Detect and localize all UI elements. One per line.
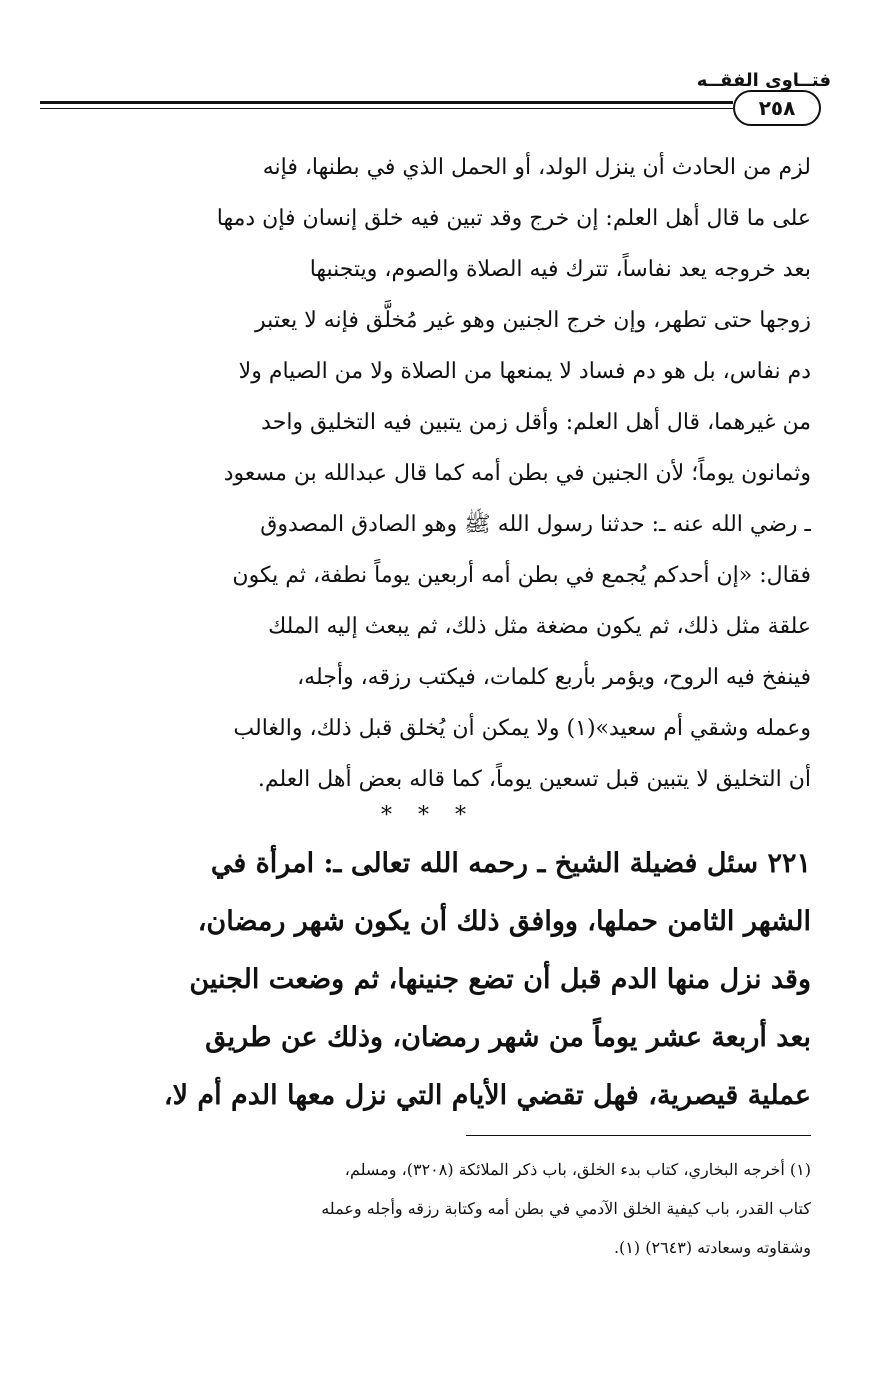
text-line: وثمانون يوماً؛ لأن الجنين في بطن أمه كما قال عبدالله بن مسعود	[223, 461, 811, 486]
question-line: بعد أربعة عشر يوماً من شهر رمضان، وذلك عن طريق	[205, 1022, 811, 1053]
text-line: علقة مثل ذلك، ثم يكون مضغة مثل ذلك، ثم يبعث إليه الملك	[268, 614, 811, 639]
text-line: من غيرهما، قال أهل العلم: وأقل زمن يتبين فيه التخليق واحد	[261, 410, 811, 435]
question-line: وقد نزل منها الدم قبل أن تضع جنينها، ثم وضعت الجنين	[189, 964, 811, 995]
text-line: على ما قال أهل العلم: إن خرج وقد تبين فيه خلق إنسان فإن دمها	[216, 206, 811, 231]
header-rule-thin	[40, 108, 733, 109]
section-separator: ***	[381, 803, 492, 828]
page-number: ٢٥٨	[733, 90, 821, 126]
text-line: زوجها حتى تطهر، وإن خرج الجنين وهو غير مُخلَّق فإنه لا يعتبر	[255, 308, 811, 333]
text-line: فقال: «إن أحدكم يُجمع في بطن أمه أربعين يوماً نطفة، ثم يكون	[232, 563, 811, 588]
header-rule-thick	[40, 101, 733, 104]
question-line: عملية قيصرية، فهل تقضي الأيام التي نزل معها الدم أم لا،	[163, 1080, 811, 1111]
footnote-line: كتاب القدر، باب كيفية الخلق الآدمي في بطن أمه وكتابة رزقه وأجله وعمله	[321, 1199, 811, 1218]
question-line: ٢٢١ سئل فضيلة الشيخ ـ رحمه الله تعالى ـ: امرأة في	[210, 848, 811, 879]
text-line: ـ رضي الله عنه ـ: حدثنا رسول الله ﷺ وهو الصادق المصدوق	[260, 512, 811, 537]
text-line: لزم من الحادث أن ينزل الولد، أو الحمل الذي في بطنها، فإنه	[262, 155, 811, 180]
text-line: أن التخليق لا يتبين قبل تسعين يوماً، كما قاله بعض أهل العلم.	[257, 767, 811, 792]
main-text	[55, 142, 811, 805]
question-line: الشهر الثامن حملها، ووافق ذلك أن يكون شهر رمضان،	[197, 906, 811, 937]
footnote-line: وشقاوته وسعادته (٢٦٤٣) (١).	[613, 1238, 811, 1257]
question-221	[55, 835, 811, 1125]
footnote-rule	[466, 1135, 811, 1136]
text-line: فينفخ فيه الروح، ويؤمر بأربع كلمات، فيكتب رزقه، وأجله،	[297, 665, 811, 690]
text-line: دم نفاس، بل هو دم فساد لا يمنعها من الصلاة ولا من الصيام ولا	[238, 359, 811, 384]
text-line: بعد خروجه يعد نفاساً، تترك فيه الصلاة والصوم، ويتجنبها	[309, 257, 811, 282]
text-line: وعمله وشقي أم سعيد»(١) ولا يمكن أن يُخلق قبل ذلك، والغالب	[233, 716, 811, 741]
running-title: فتــاوى الفقــه	[696, 70, 831, 91]
footnotes	[55, 1150, 811, 1267]
footnote-line: (١) أخرجه البخاري، كتاب بدء الخلق، باب ذكر الملائكة (٣٢٠٨)، ومسلم،	[344, 1160, 811, 1179]
